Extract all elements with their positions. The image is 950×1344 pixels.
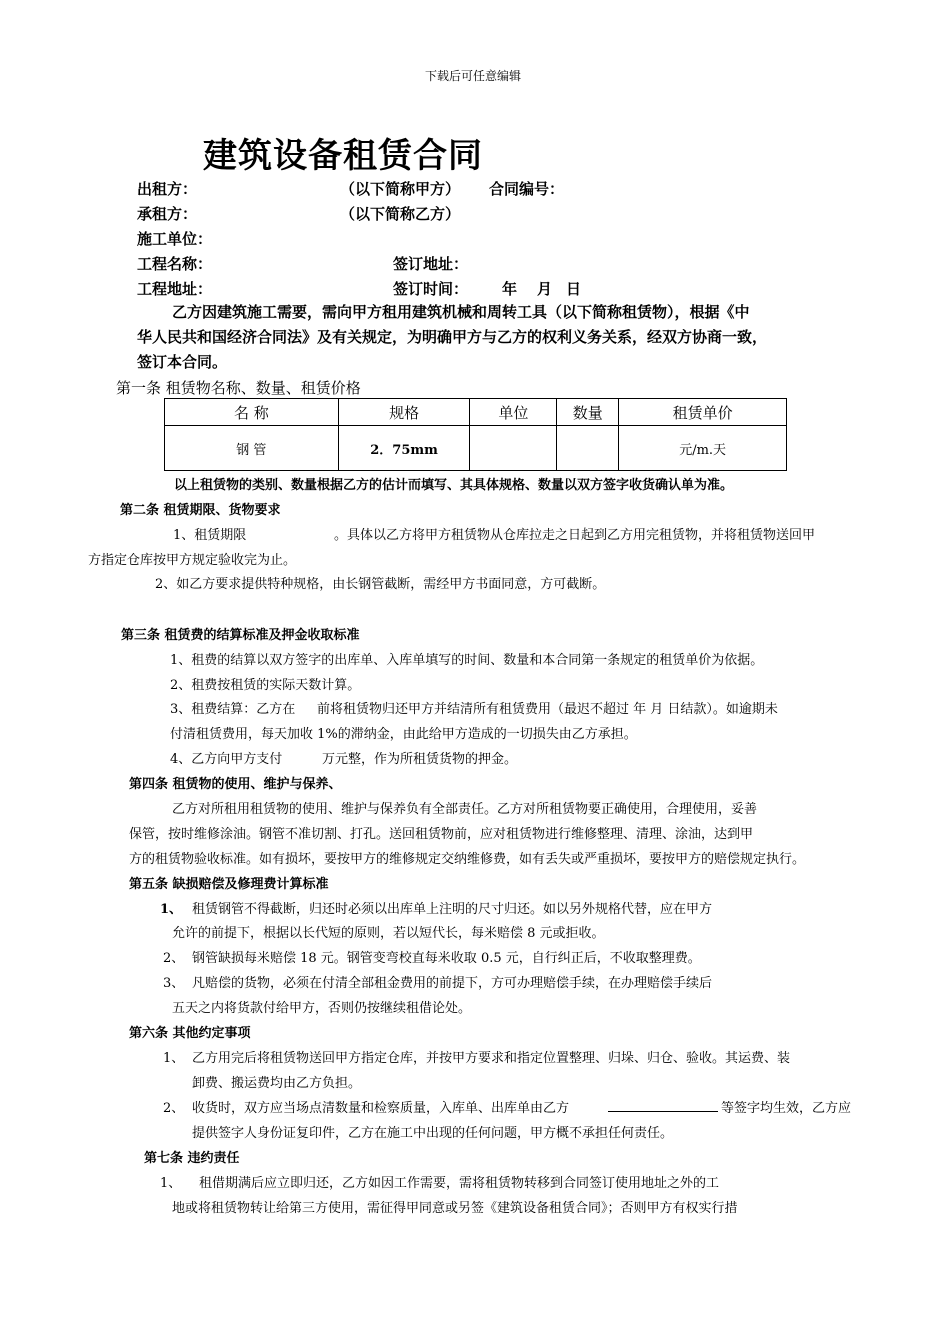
table-header-cell: 名 称 xyxy=(165,399,339,426)
article4-line: 方的租赁物验收标准。如有损坏，要按甲方的维修规定交纳维修费，如有丢失或严重损坏，要按甲方的赔偿规定执行。 xyxy=(129,852,806,867)
table-header-cell: 数量 xyxy=(557,399,619,426)
article5-line: 钢管缺损每米赔偿 18 元。钢管变弯校直每米收取 0.5 元，自行纠正后，不收取整理费。 xyxy=(192,951,701,966)
article3-line: 3、租费结算：乙方在 xyxy=(170,702,296,717)
intro-line: 华人民共和国经济合同法》及有关规定，为明确甲方与乙方的权利义务关系，经双方协商一致， xyxy=(137,328,768,346)
table-header-cell: 租赁单价 xyxy=(619,399,787,426)
project-name-label: 工程名称： xyxy=(137,255,213,273)
article6-item-number: 2、 xyxy=(163,1101,185,1116)
article6-line: 卸费、搬运费均由乙方负担。 xyxy=(192,1076,362,1091)
table-cell xyxy=(557,426,619,471)
article5-line: 允许的前提下，根据以长代短的原则，若以短代长，每米赔偿 8 元或拒收。 xyxy=(172,926,605,941)
article5-line: 租赁钢管不得截断，归还时必须以出库单上注明的尺寸归还。如以另外规格代替，应在甲方 xyxy=(192,902,713,917)
article5-title: 第五条 缺损赔偿及修理费计算标准 xyxy=(129,877,329,892)
sign-year: 年 xyxy=(502,280,518,298)
article1-note: 以上租赁物的类别、数量根据乙方的估计而填写、其具体规格、数量以双方签字收货确认单为准。 xyxy=(174,478,734,493)
article4-line: 乙方对所租用租赁物的使用、维护与保养负有全部责任。乙方对所租赁物要正确使用，合理使用，妥善 xyxy=(172,802,758,817)
sign-time-label: 签订时间： xyxy=(393,280,469,298)
article2-line: 。具体以乙方将甲方租赁物从仓库拉走之日起到乙方用完租赁物，并将租赁物送回甲 xyxy=(334,528,816,543)
table-header-cell: 规格 xyxy=(338,399,470,426)
document-title: 建筑设备租赁合同 xyxy=(203,136,483,176)
sign-place-label: 签订地址： xyxy=(393,255,469,273)
lessee-alias: （以下简称乙方） xyxy=(340,205,461,223)
sign-month: 月 xyxy=(537,280,553,298)
article4-title: 第四条 租赁物的使用、维护与保养、 xyxy=(129,777,342,792)
article3-line: 4、乙方向甲方支付 xyxy=(170,752,283,767)
article6-item-number: 1、 xyxy=(163,1051,185,1066)
lessor-label: 出租方： xyxy=(137,180,198,198)
article2-line: 1、租赁期限 xyxy=(173,528,247,543)
sign-day: 日 xyxy=(566,280,582,298)
table-header-cell: 单位 xyxy=(470,399,557,426)
article5-item-number: 1、 xyxy=(160,902,183,917)
article7-line: 地或将租赁物转让给第三方使用，需征得甲同意或另签《建筑设备租赁合同》；否则甲方有权实行措 xyxy=(172,1201,738,1216)
table-cell: 元/m.天 xyxy=(619,426,787,471)
signer-blank-line xyxy=(608,1097,718,1116)
lessor-alias: （以下简称甲方） xyxy=(340,180,461,198)
article2-title: 第二条 租赁期限、货物要求 xyxy=(120,503,281,518)
intro-line: 签订本合同。 xyxy=(137,353,228,371)
article3-line: 付清租赁费用，每天加收 1%的滞纳金，由此给甲方造成的一切损失由乙方承担。 xyxy=(170,727,637,742)
article1-title: 第一条 租赁物名称、数量、租赁价格 xyxy=(116,379,361,397)
article6-line: 提供签字人身份证复印件，乙方在施工中出现的任何问题，甲方概不承担任何责任。 xyxy=(192,1126,674,1141)
article3-line: 万元整，作为所租赁货物的押金。 xyxy=(322,752,518,767)
project-address-label: 工程地址： xyxy=(137,280,213,298)
lessee-label: 承租方： xyxy=(137,205,198,223)
article5-item-number: 3、 xyxy=(163,976,185,991)
header-note: 下载后可任意编辑 xyxy=(425,69,522,83)
article3-line: 前将租赁物归还甲方并结清所有租赁费用（最迟不超过 年 月 日结款）。如逾期未 xyxy=(317,702,778,717)
contract-no-label: 合同编号： xyxy=(489,180,565,198)
table-row xyxy=(165,426,787,471)
table-cell: 钢 管 xyxy=(165,426,339,471)
article3-line: 2、租费按租赁的实际天数计算。 xyxy=(170,678,361,693)
intro-line: 乙方因建筑施工需要，需向甲方租用建筑机械和周转工具（以下简称租赁物），根据《中 xyxy=(172,303,750,321)
article4-line: 保管，按时维修涂油。钢管不准切割、打孔。送回租赁物前，应对租赁物进行维修整理、清理、涂油，达到甲 xyxy=(129,827,754,842)
table-header-row xyxy=(165,399,787,426)
article7-line: 租借期满后应立即归还，乙方如因工作需要，需将租赁物转移到合同签订使用地址之外的工 xyxy=(199,1176,720,1191)
construction-unit-label: 施工单位： xyxy=(137,230,213,248)
article2-line: 方指定仓库按甲方规定验收完为止。 xyxy=(88,553,297,568)
article3-title: 第三条 租赁费的结算标准及押金收取标准 xyxy=(121,628,360,643)
article3-line: 1、租费的结算以双方签字的出库单、入库单填写的时间、数量和本合同第一条规定的租赁单价为依据。 xyxy=(170,653,764,668)
table-cell xyxy=(470,426,557,471)
article7-item-number: 1、 xyxy=(160,1176,182,1191)
article6-line: 乙方用完后将租赁物送回甲方指定仓库，并按甲方要求和指定位置整理、归垛、归仓、验收。其运费、装 xyxy=(192,1051,791,1066)
rental-table xyxy=(164,398,787,471)
article5-line: 五天之内将货款付给甲方，否则仍按继续租借论处。 xyxy=(172,1001,472,1016)
article2-line: 2、如乙方要求提供特种规格，由长钢管截断，需经甲方书面同意，方可截断。 xyxy=(155,577,606,592)
article7-title: 第七条 违约责任 xyxy=(144,1151,240,1166)
article5-line: 凡赔偿的货物，必须在付清全部租金费用的前提下，方可办理赔偿手续，在办理赔偿手续后 xyxy=(192,976,713,991)
article6-title: 第六条 其他约定事项 xyxy=(129,1026,251,1041)
article5-item-number: 2、 xyxy=(163,951,185,966)
article6-line: 收货时，双方应当场点清数量和检察质量，入库单、出库单由乙方 xyxy=(192,1101,570,1116)
table-cell: 2．75mm xyxy=(338,426,470,471)
article6-line: 等签字均生效，乙方应 xyxy=(721,1101,852,1116)
